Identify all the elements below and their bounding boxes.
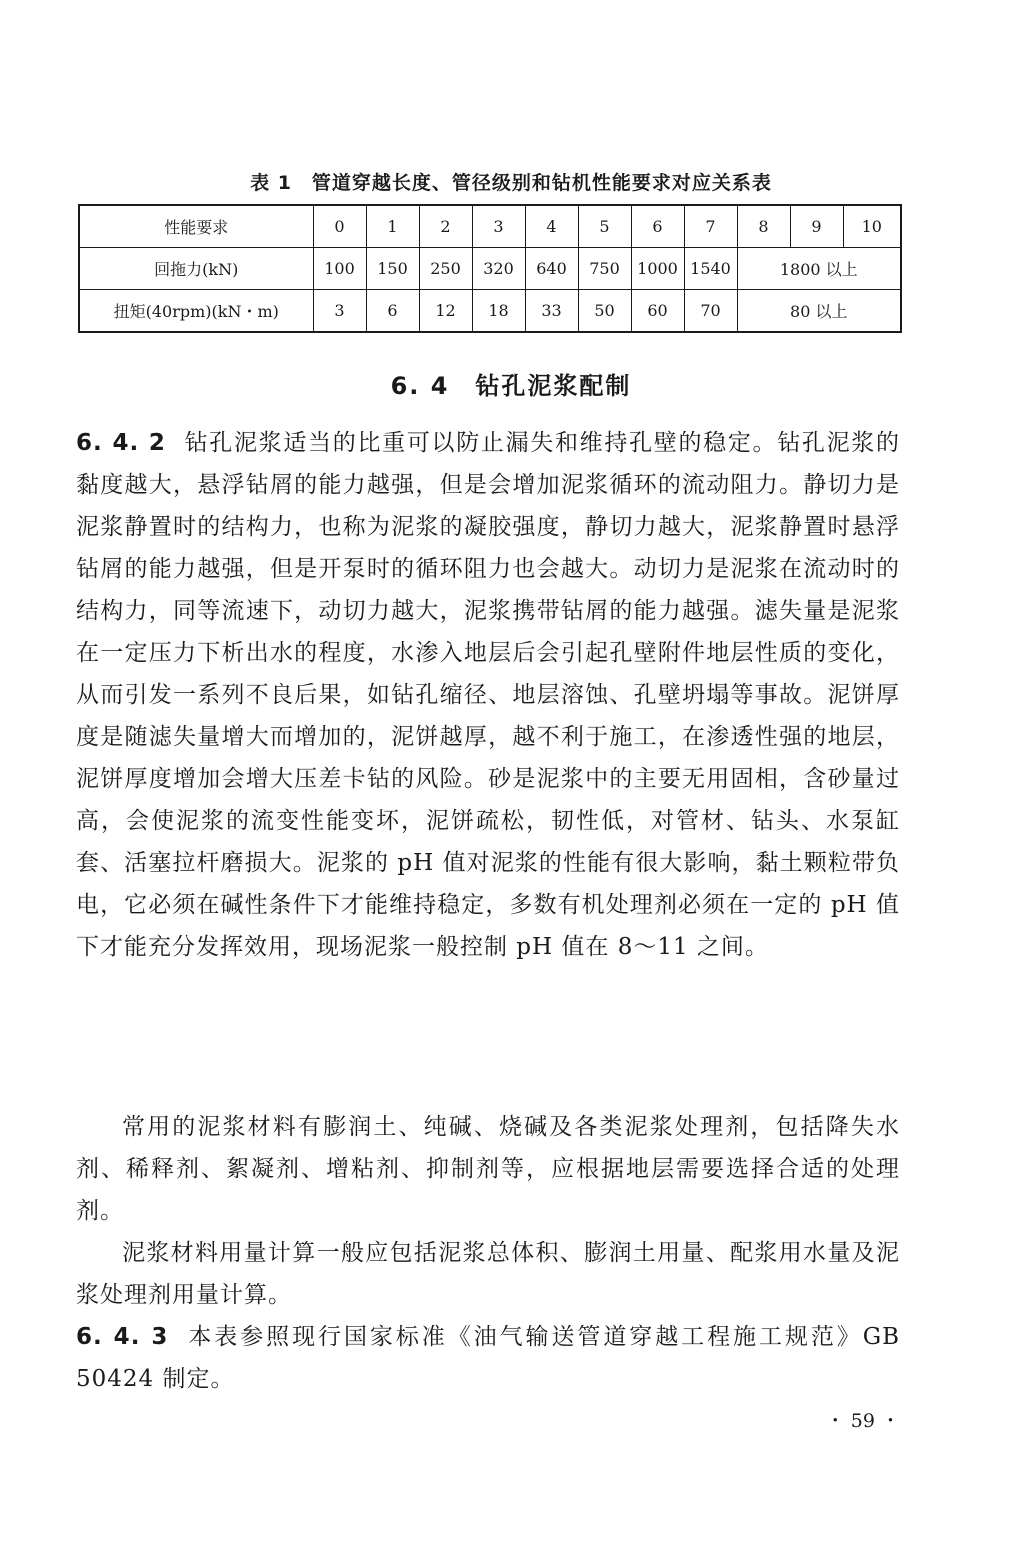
level-cell: 0 <box>313 205 366 248</box>
level-cell: 6 <box>631 205 684 248</box>
pullback-cell: 320 <box>472 248 525 290</box>
pullback-cell: 1000 <box>631 248 684 290</box>
level-cell: 8 <box>737 205 790 248</box>
level-cell: 5 <box>578 205 631 248</box>
torque-cell: 18 <box>472 290 525 333</box>
table-caption: 表 1 管道穿越长度、管径级别和钻机性能要求对应关系表 <box>250 172 772 194</box>
table-row-torque <box>79 290 901 333</box>
clause-number: 6. 4. 3 <box>76 1324 169 1350</box>
row-label-torque: 扭矩(40rpm)(kN・m) <box>79 290 313 333</box>
clause-number: 6. 4. 2 <box>76 430 166 456</box>
section-title: 6. 4 钻孔泥浆配制 <box>390 372 632 400</box>
clause-text: 本表参照现行国家标准《油气输送管道穿越工程施工规范》GB 50424 制定。 <box>76 1324 901 1392</box>
level-cell: 10 <box>843 205 901 248</box>
torque-cell: 6 <box>366 290 419 333</box>
torque-cell: 12 <box>419 290 472 333</box>
materials-paragraph: 常用的泥浆材料有膨润土、纯碱、烧碱及各类泥浆处理剂，包括降失水剂、稀释剂、絮凝剂、增粘剂、抑制剂等，应根据地层需要选择合适的处理剂。 <box>76 1114 900 1224</box>
page-number: ・ 59 ・ <box>825 1410 900 1432</box>
performance-table <box>78 204 902 333</box>
torque-cell: 50 <box>578 290 631 333</box>
level-cell: 3 <box>472 205 525 248</box>
pullback-cell: 100 <box>313 248 366 290</box>
level-cell: 1 <box>366 205 419 248</box>
pullback-cell: 250 <box>419 248 472 290</box>
table-row-pullback <box>79 248 901 290</box>
pullback-cell: 150 <box>366 248 419 290</box>
table-row-header <box>79 205 901 248</box>
pullback-above-cell: 1800 以上 <box>737 248 901 290</box>
level-cell: 7 <box>684 205 737 248</box>
row-label-pullback: 回拖力(kN) <box>79 248 313 290</box>
torque-cell: 60 <box>631 290 684 333</box>
torque-above-cell: 80 以上 <box>737 290 901 333</box>
pullback-cell: 750 <box>578 248 631 290</box>
torque-cell: 33 <box>525 290 578 333</box>
clause-6-4-2-paragraph <box>76 422 900 968</box>
row-label-performance: 性能要求 <box>79 205 313 248</box>
torque-cell: 70 <box>684 290 737 333</box>
pullback-cell: 1540 <box>684 248 737 290</box>
pullback-cell: 640 <box>525 248 578 290</box>
clause-text: 钻孔泥浆适当的比重可以防止漏失和维持孔壁的稳定。钻孔泥浆的黏度越大，悬浮钻屑的能力越强，但是会增加泥浆循环的流动阻力。静切力是泥浆静置时的结构力，也称为泥浆的凝胶强度，静切力越大，泥浆静置时悬浮钻屑的能力越强，但是开泵时的循环阻力也会越大。动切力是泥浆在流动时的结构力，同等流速下，动切力越大，泥浆携带钻屑的能力越强。滤失量是泥浆在一定压力下析出水的程度，水渗入地层后会引起孔壁附件地层性质的变化，从而引发一系列不良后果，如钻孔缩径、地层溶蚀、孔壁坍塌等事故。泥饼厚度是随滤失量增大而增加的，泥饼越厚，越不利于施工，在渗透性强的地层，泥饼厚度增加会增大压差卡钻的风险。砂是泥浆中的主要无用固相，含砂量过高，会使泥浆的流变性能变坏，泥饼疏松，韧性低，对管材、钻头、水泵缸套、活塞拉杆磨损大。泥浆的 pH 值对泥浆的性能有很大影响，黏土颗粒带负电，它必须在碱性条件下才能维持稳定，多数有机处理剂必须在一定的 pH 值下才能充分发挥效用，现场泥浆一般控制 pH 值在 8～11 之间。 <box>76 430 901 960</box>
level-cell: 4 <box>525 205 578 248</box>
level-cell: 2 <box>419 205 472 248</box>
level-cell: 9 <box>790 205 843 248</box>
torque-cell: 3 <box>313 290 366 333</box>
clause-6-4-3-paragraph <box>76 1316 900 1400</box>
calculation-paragraph: 泥浆材料用量计算一般应包括泥浆总体积、膨润土用量、配浆用水量及泥浆处理剂用量计算。 <box>76 1240 900 1308</box>
